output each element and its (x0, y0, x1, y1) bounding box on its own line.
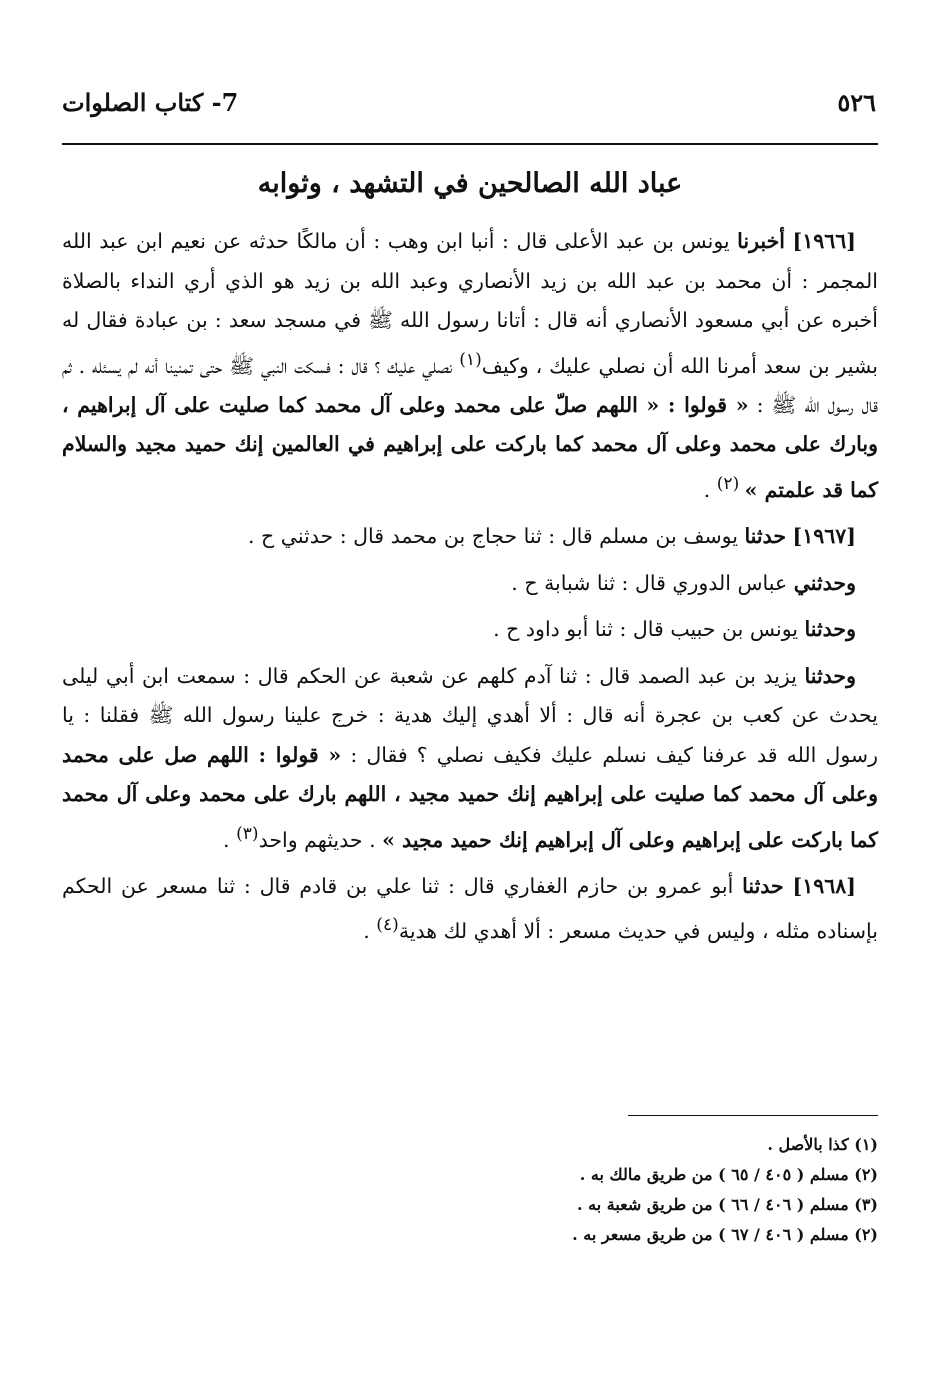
hadith-number: [١٩٦٦] (792, 229, 856, 253)
hadith-text: عباس الدوري قال : ثنا شبابة ح . (511, 570, 794, 595)
running-header (62, 88, 878, 128)
hadith-number: [١٩٦٧] (792, 524, 856, 549)
hadith-1967-line-3 (62, 610, 878, 650)
hadith-1967-line-2 (62, 564, 878, 604)
narration-verb: وحدثني (793, 570, 856, 595)
page-number: ٥٢٦ (837, 88, 876, 117)
hadith-quote: « قولوا : اللهم صل على محمد وعلى آل محمد كما صليت على إبراهيم إنك حميد مجيد ، اللهم بارك على محمد وعلى آل محمد كما باركت على إبراهيم وعلى آل إبراهيم إنك حميد مجيد » (62, 742, 878, 852)
footnote-ref: (١) (459, 349, 482, 370)
hadith-text: . حديثهم واحد (258, 827, 383, 852)
footnote-ref: (٢) (716, 473, 745, 494)
footnote-ref: (٤) (376, 915, 399, 936)
hadith-text: أبو عمرو بن حازم الغفاري قال : ثنا علي بن قادم قال : ثنا مسعر عن الحكم بإسناده مثله ، وليس في حديث مسعر : ألا أهدي لك هدية (62, 873, 878, 944)
hadith-1968: [١٩٦٨] حدثنا أبو عمرو بن حازم الغفاري قال : ثنا علي بن قادم قال : ثنا مسعر عن الحكم بإسناده مثله ، وليس في حديث مسعر : ألا أهدي لك هدية$^{(٤)}$ . (62, 873, 878, 944)
hadith-text: يونس بن حبيب قال : ثنا أبو داود ح . (493, 617, 805, 642)
header-rule (62, 143, 878, 145)
narration-verb: حدثنا (742, 873, 784, 898)
narration-verb: حدثنا (744, 524, 787, 549)
book-title: 7- كتاب الصلوات (62, 88, 239, 117)
narration-verb: وحدثنا (804, 663, 856, 688)
footnote: (١) كذا بالأصل . (767, 1135, 878, 1154)
hadith-1967-line-1 (62, 517, 878, 557)
hadith-quote: « قولوا : « اللهم صلّ على محمد وعلى آل محمد كما صليت على آل إبراهيم ، وبارك على محمد وعلى آل محمد كما باركت على إبراهيم في العالمين إنك حميد مجيد والسلام كما قد علمتم » (62, 392, 878, 502)
narration-verb: وحدثنا (804, 617, 856, 642)
page (62, 0, 878, 1375)
section-title: عباد الله الصالحين في التشهد ، وثوابه (257, 168, 683, 199)
hadith-number: [١٩٦٨] (792, 873, 856, 898)
hadith-text: يزيد بن عبد الصمد قال : ثنا آدم كلهم عن شعبة عن الحكم قال : سمعت ابن أبي ليلى يحدث عن كعب بن عجرة أنه قال : ألا أهدي إليك هدية : خرج علينا رسول الله ﷺ فقلنا : يا رسول الله قد عرفنا كيف نسلم عليك فكيف نصلي ؟ فقال : (62, 663, 878, 767)
footnote-rule (628, 1115, 878, 1116)
footnotes (62, 1130, 878, 1250)
main-text (62, 222, 878, 959)
footnote-ref: (٣) (236, 823, 259, 844)
hadith-text: يونس بن عبد الأعلى قال : أنبا ابن وهب : أن مالكًا حدثه عن نعيم ابن عبد الله المجمر : أن محمد بن عبد الله بن زيد الأنصاري وعبد الله بن زيد هو الذي أري النداء بالصلاة أخبره عن أبي مسعود الأنصاري أنه قال : أتانا رسول الله ﷺ في مسجد سعد : بن عبادة فقال له بشير بن سعد أمرنا الله أن نصلي عليك ، وكيف (62, 229, 878, 378)
footnote: (٢) مسلم ( ٤٠٥ / ٦٥ ) من طريق مالك به . (579, 1165, 878, 1184)
hadith-text: نصلي عليك ؟ قال : فسكت النبي ﷺ حتى تمنينا أنه لم يسئله . ثم قال رسول الله ﷺ : (62, 353, 878, 417)
hadith-1967-main: وحدثنا يزيد بن عبد الصمد قال : ثنا آدم كلهم عن شعبة عن الحكم قال : سمعت ابن أبي ليلى يحدث عن كعب بن عجرة أنه قال : ألا أهدي إليك هدية : خرج علينا رسول الله ﷺ فقلنا : يا رسول الله قد عرفنا كيف نسلم عليك فكيف نصلي ؟ فقال : « قولوا : اللهم صل على محمد وعلى آل محمد كما صليت على إبراهيم إنك حميد مجيد ، اللهم بارك على محمد وعلى آل محمد كما باركت على إبراهيم وعلى آل إبراهيم إنك حميد مجيد » . حديثهم واحد$^{(٣)}$ . (62, 663, 878, 852)
narration-verb: أخبرنا (737, 229, 785, 253)
footnote: (٢) مسلم ( ٤٠٦ / ٦٧ ) من طريق مسعر به . (572, 1225, 878, 1244)
footnote: (٣) مسلم ( ٤٠٦ / ٦٦ ) من طريق شعبة به . (577, 1195, 878, 1214)
hadith-1966: [١٩٦٦] أخبرنا يونس بن عبد الأعلى قال : أنبا ابن وهب : أن مالكًا حدثه عن نعيم ابن عبد الله المجمر : أن محمد بن عبد الله بن زيد الأنصاري وعبد الله بن زيد هو الذي أري النداء بالصلاة أخبره عن أبي مسعود الأنصاري أنه قال : أتانا رسول الله ﷺ في مسجد سعد : بن عبادة فقال له بشير بن سعد أمرنا الله أن نصلي عليك ، وكيف$^{(١)}$ نصلي عليك ؟ قال : فسكت النبي ﷺ حتى تمنينا أنه لم يسئله . ثم قال رسول الله ﷺ : « قولوا : « اللهم صلّ على محمد وعلى آل محمد كما صليت على آل إبراهيم ، وبارك على محمد وعلى آل محمد كما باركت على إبراهيم في العالمين إنك حميد مجيد والسلام كما قد علمتم » $^{(٢)}$ . (62, 229, 878, 502)
hadith-text: يوسف بن مسلم قال : ثنا حجاج بن محمد قال : حدثني ح . (247, 524, 745, 549)
